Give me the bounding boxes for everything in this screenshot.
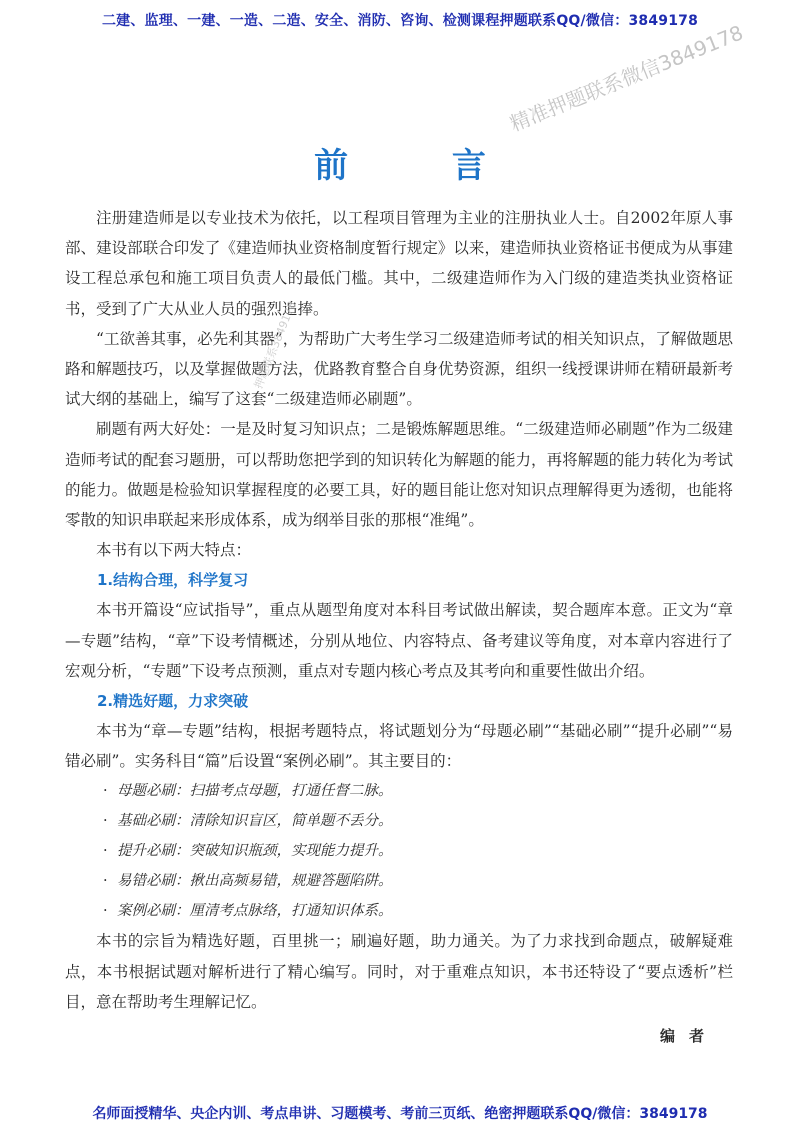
bullet-icon: ·: [103, 873, 108, 890]
bullet-icon: ·: [103, 813, 108, 830]
paragraph-2: “工欲善其事，必先利其器”，为帮助广大考生学习二级建造师考试的相关知识点，了解做题思路和解题技巧，以及掌握做题方法，优路教育整合自身优势资源，组织一线授课讲师在精研最新考试大纲的基础上，编写了这套“二级建造师必刷题”。: [65, 329, 733, 409]
closing-paragraph: 本书的宗旨为精选好题，百里挑一；刷遍好题，助力通关。为了力求找到命题点，破解疑难点，本书根据试题对解析进行了精心编写。同时，对于重难点知识，本书还特设了“要点透析”栏目，意在帮助考生理解记忆。: [65, 932, 733, 1011]
section-2-text: 本书为“章—专题”结构，根据考题特点，将试题划分为“母题必刷”“基础必刷”“提升必刷”“易错必刷”。实务科目“篇”后设置“案例必刷”。其主要目的：: [65, 722, 733, 771]
list-item: · 案例必刷：厘清考点脉络，打通知识体系。: [103, 896, 733, 926]
bullet-icon: ·: [103, 903, 108, 920]
list-item: · 母题必刷：扫描考点母题，打通任督二脉。: [103, 776, 733, 806]
header-banner: 二建、监理、一建、一造、二造、安全、消防、咨询、检测课程押题联系QQ/微信：3849178: [101, 13, 699, 29]
bullet-icon: ·: [103, 843, 108, 860]
watermark-right: 精准押题联系微信3849178: [506, 20, 747, 136]
list-item: · 基础必刷：清除知识盲区，简单题不丢分。: [103, 806, 733, 836]
section-2-heading: 2.精选好题，力求突破: [97, 692, 249, 711]
section-1-text: 本书开篇设“应试指导”，重点从题型角度对本科目考试做出解读，契合题库本意。正文为“章—专题”结构，“章”下设考情概述，分别从地位、内容特点、备考建议等角度，对本章内容进行了宏观分析，“专题”下设考点预测，重点对专题内核心考点及其考向和重要性做出介绍。: [65, 601, 733, 680]
list-item: · 提升必刷：突破知识瓶颈，实现能力提升。: [103, 836, 733, 866]
list-item: · 易错必刷：揪出高频易错，规避答题陷阱。: [103, 866, 733, 896]
bullet-icon: ·: [103, 783, 108, 800]
watermark-center: 押题联系3849178: [251, 299, 299, 391]
paragraph-4: 本书有以下两大特点：: [96, 541, 252, 560]
page-title: 前 言: [314, 146, 532, 186]
paragraph-3: 刷题有两大好处：一是及时复习知识点；二是锻炼解题思维。“二级建造师必刷题”作为二级建造师考试的配套习题册，可以帮助您把学到的知识转化为解题的能力，再将解题的能力转化为考试的能力。做题是检验知识掌握程度的必要工具，好的题目能让您对知识点理解得更为透彻，也能将零散的知识串联起来形成体系，成为纲举目张的那根“准绳”。: [65, 420, 733, 530]
author-signature: 编者: [659, 1027, 718, 1045]
section-1-heading: 1.结构合理，科学复习: [97, 571, 249, 590]
feature-list: [65, 776, 733, 926]
footer-banner: 名师面授精华、央企内训、考点串讲、习题模考、考前三页纸、绝密押题联系QQ/微信：3849178: [92, 1106, 708, 1122]
preface-body: [65, 203, 733, 1017]
paragraph-1: 注册建造师是以专业技术为依托，以工程项目管理为主业的注册执业人士。自2002年原人事部、建设部联合印发了《建造师执业资格制度暂行规定》以来，建造师执业资格证书便成为从事建设工程总承包和施工项目负责人的最低门槛。其中，二级建造师作为入门级的建造类执业资格证书，受到了广大从业人员的强烈追捧。: [65, 209, 733, 318]
